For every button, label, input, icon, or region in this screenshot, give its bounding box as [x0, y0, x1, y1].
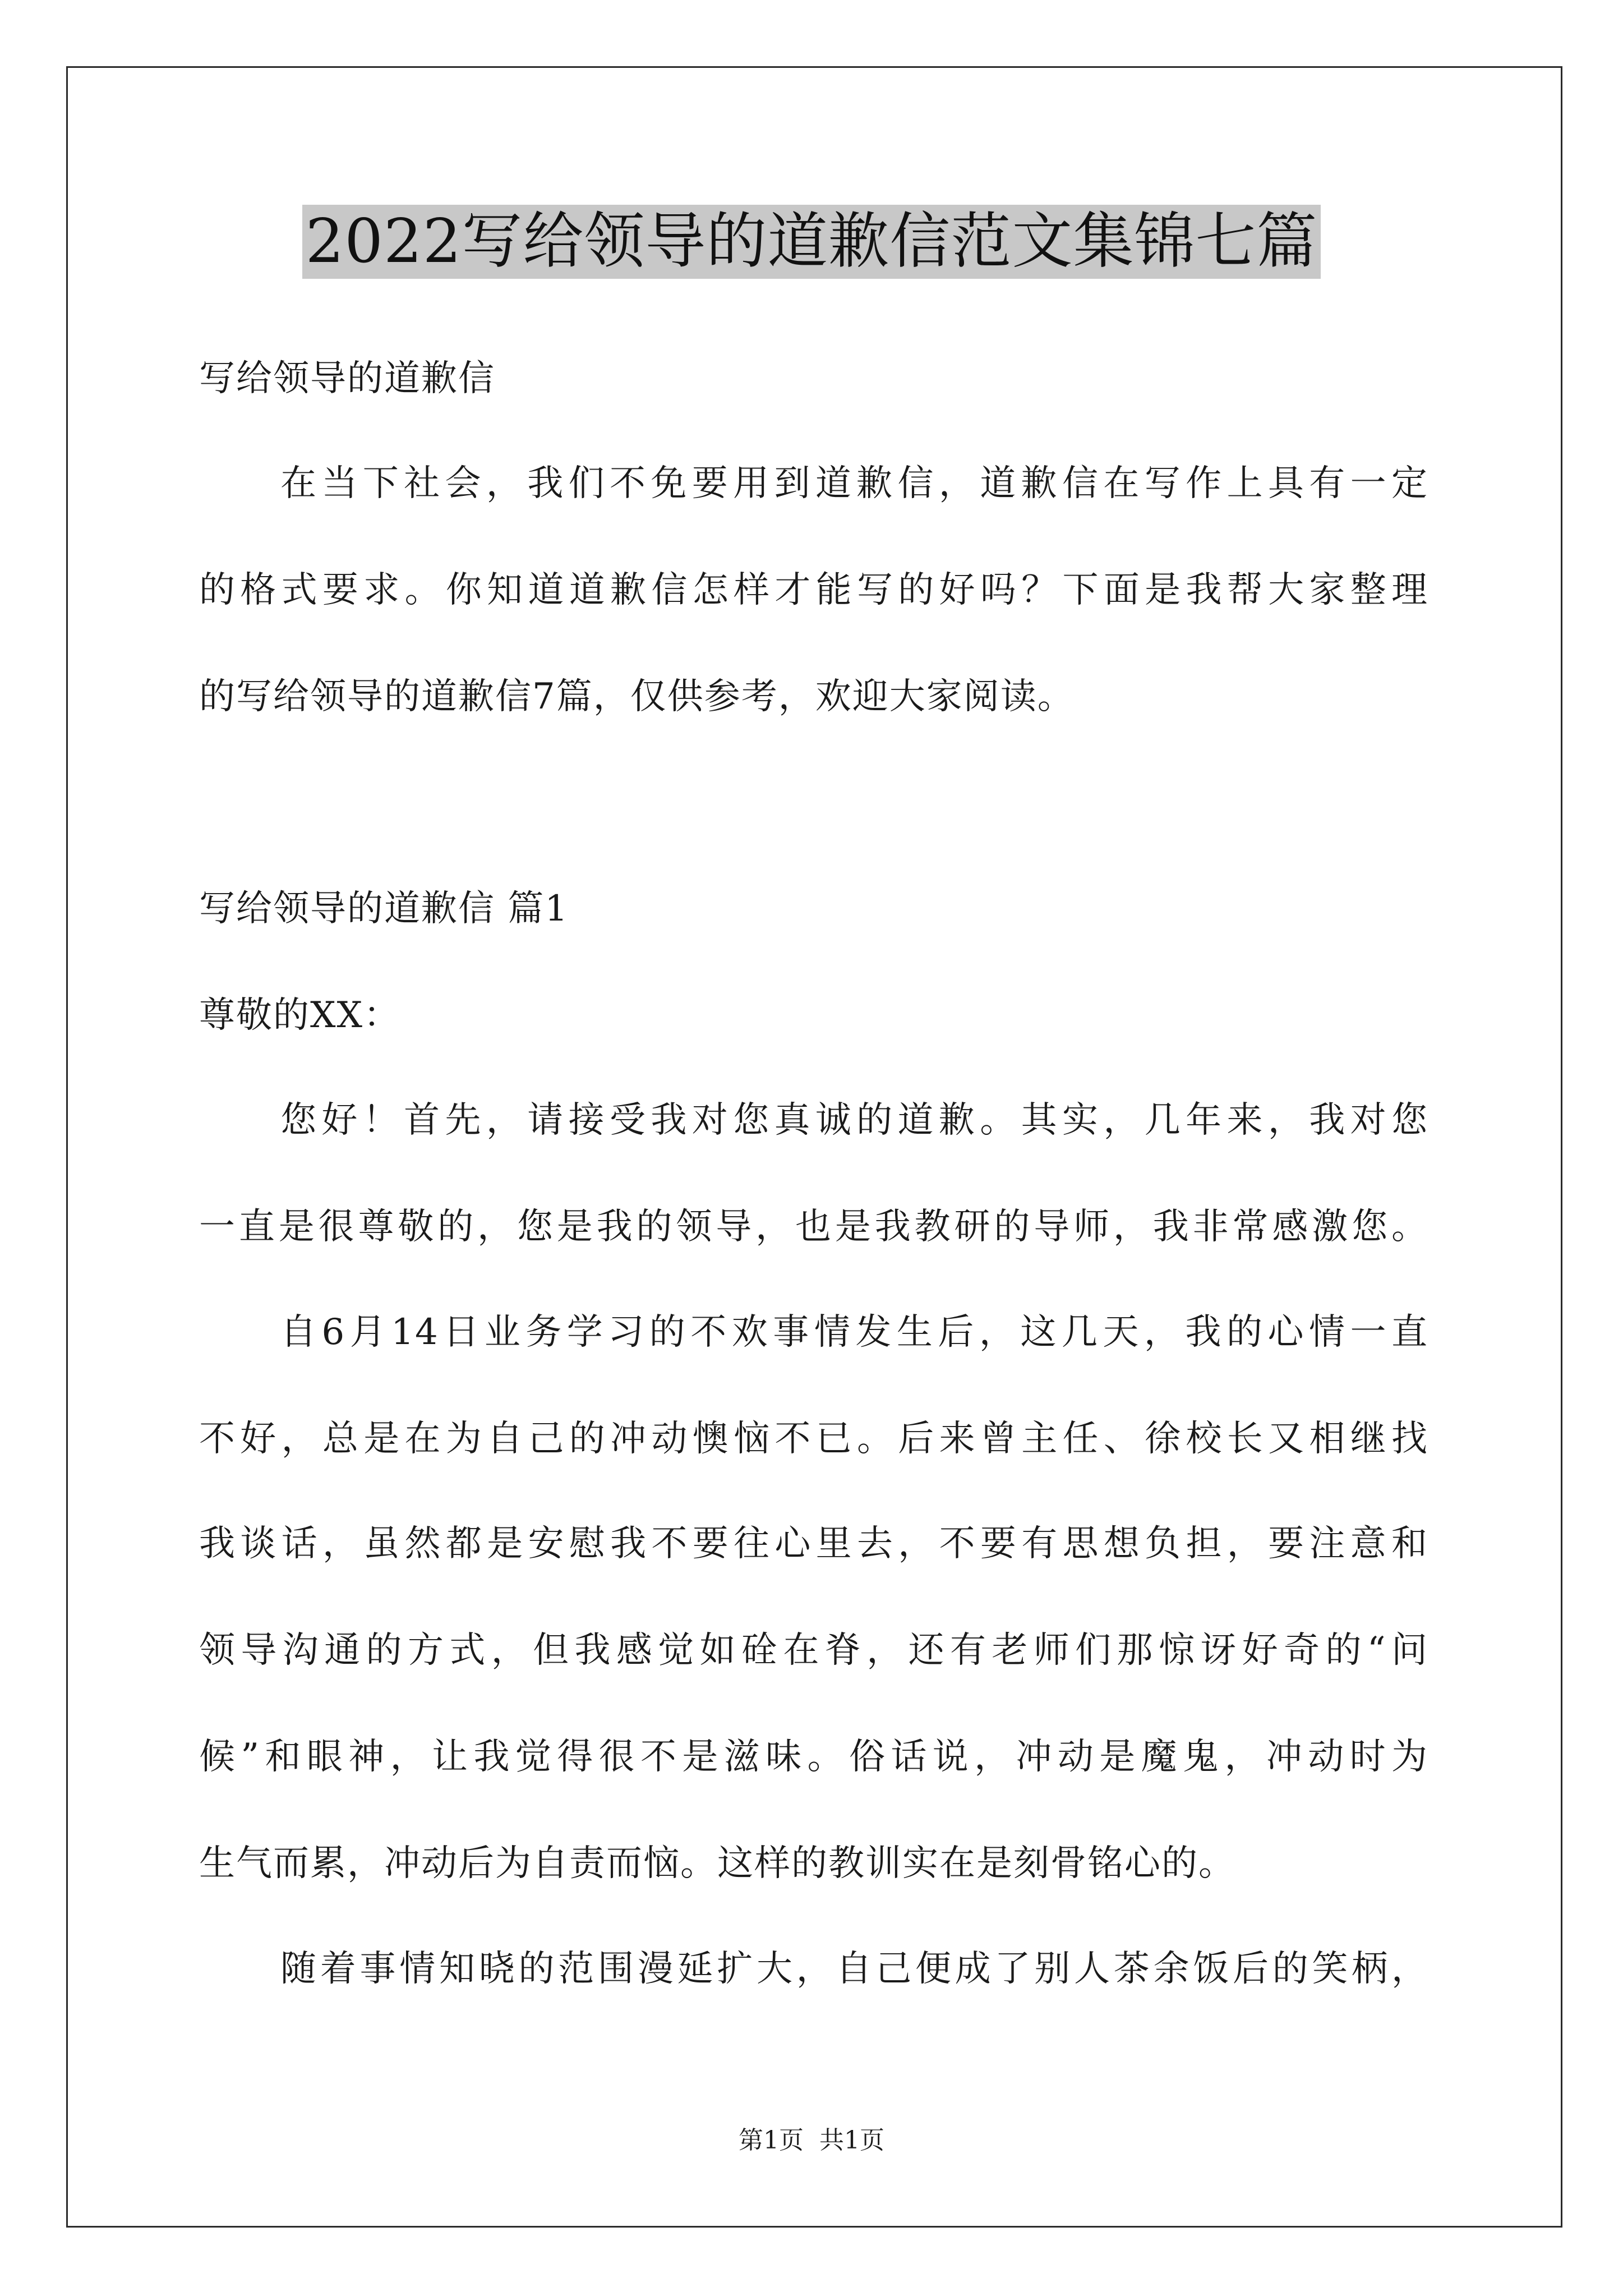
page-footer: [0, 2125, 1623, 2156]
document-title: 2022写给领导的道歉信范文集锦七篇: [302, 205, 1321, 279]
page-total: 共1页: [819, 2126, 884, 2155]
body-line: 我谈话，虽然都是安慰我不要往心里去，不要有思想负担，要注意和: [199, 1523, 1428, 1565]
section-heading: 写给领导的道歉信: [199, 358, 495, 399]
body-line: 一直是很尊敬的，您是我的领导，也是我教研的导师，我非常感激您。: [199, 1206, 1428, 1248]
article-heading: 写给领导的道歉信 篇1: [199, 888, 569, 930]
intro-line: 的写给领导的道歉信7篇，仅供参考，欢迎大家阅读。: [199, 676, 1075, 717]
page-number: 第1页: [739, 2126, 804, 2155]
intro-line: 在当下社会，我们不免要用到道歉信，道歉信在写作上具有一定: [280, 463, 1428, 504]
salutation: 尊敬的XX：: [199, 995, 401, 1036]
body-line: 领导沟通的方式，但我感觉如硂在脊，还有老师们那惊讶好奇的“问: [199, 1630, 1428, 1671]
body-line: 候”和眼神，让我觉得很不是滋味。俗话说，冲动是魔鬼，冲动时为: [199, 1736, 1428, 1778]
title-block: [0, 205, 1623, 279]
body-line: 您好！首先，请接受我对您真诚的道歉。其实，几年来，我对您: [280, 1099, 1428, 1141]
body-line: 不好，总是在为自己的冲动懊恼不已。后来曾主任、徐校长又相继找: [199, 1418, 1428, 1460]
intro-line: 的格式要求。你知道道歉信怎样才能写的好吗？下面是我帮大家整理: [199, 569, 1428, 611]
body-line: 随着事情知晓的范围漫延扩大，自己便成了别人茶余饭后的笑柄，: [280, 1948, 1428, 1990]
body-line: 生气而累，冲动后为自责而恼。这样的教训实在是刻骨铭心的。: [199, 1843, 1235, 1884]
body-line: 自6月14日业务学习的不欢事情发生后，这几天，我的心情一直: [280, 1312, 1428, 1353]
